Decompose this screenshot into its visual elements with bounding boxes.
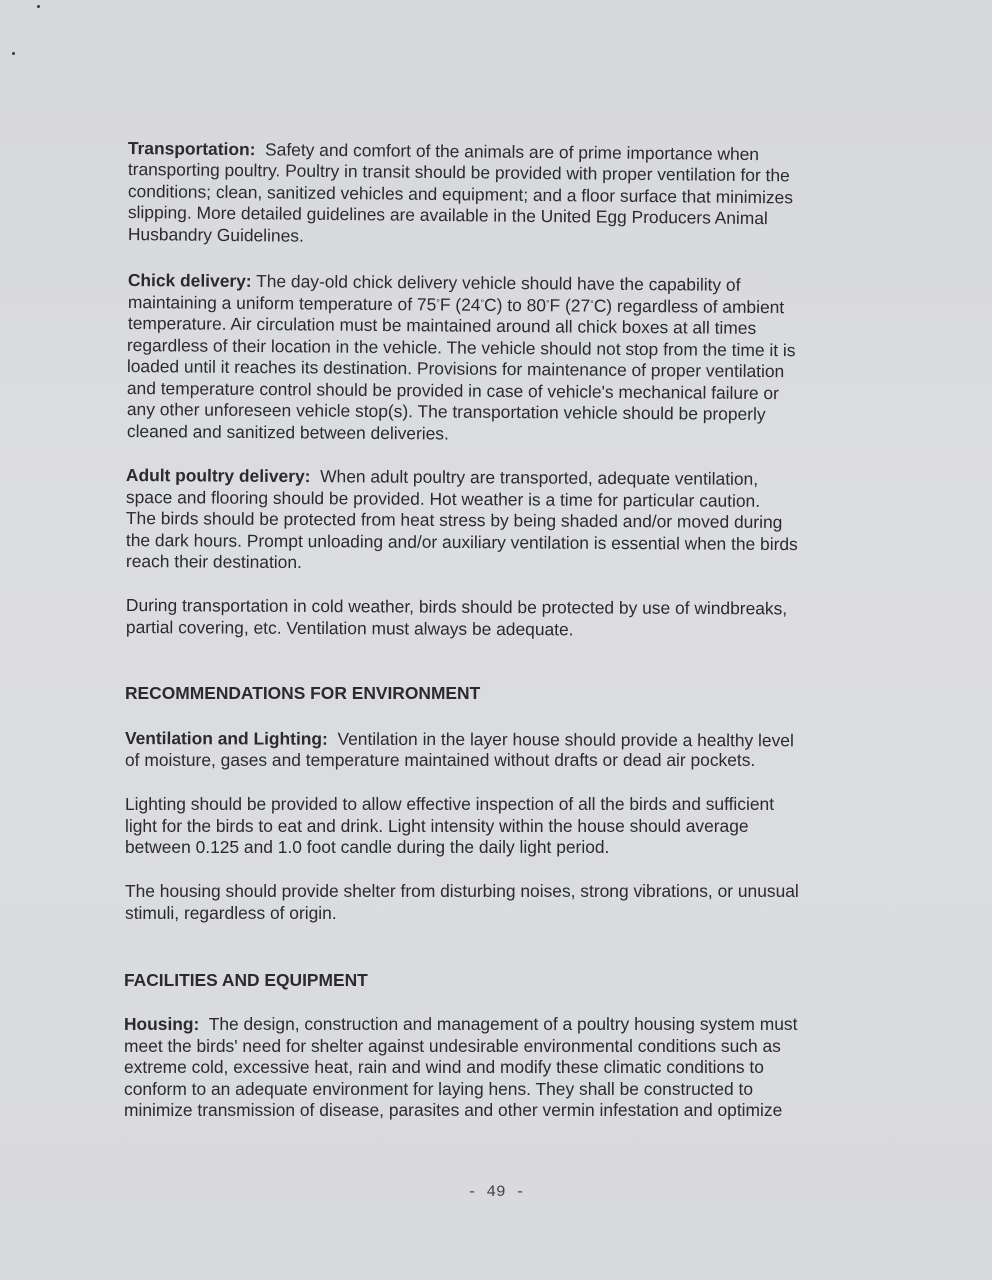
paragraph-line: light for the birds to eat and drink. Light intensity within the house should average [125,816,749,836]
text: The day-old chick delivery vehicle should have the capability of [251,270,741,295]
text: F (27 [549,295,591,316]
paragraph-line: Husbandry Guidelines. [127,224,304,246]
paragraph-line: cleaned and sanitized between deliveries. [126,421,449,444]
text: C) regardless of ambient [593,295,785,318]
paper-speck [37,5,40,8]
section-heading-facilities: FACILITIES AND EQUIPMENT [124,970,368,990]
adult-delivery-label: Adult poultry delivery: [125,465,311,487]
paragraph-line: meet the birds' need for shelter against undesirable environmental conditions such as [124,1036,781,1056]
paragraph-line: any other unforeseen vehicle stop(s). The transportation vehicle should be properly [126,399,766,425]
paragraph-line: The housing should provide shelter from disturbing noises, strong vibrations, or unusual [125,881,799,901]
paragraph-line: space and flooring should be provided. Hot weather is a time for particular caution. [125,487,761,511]
paragraph-line: the dark hours. Prompt unloading and/or auxiliary ventilation is essential when the birds [125,530,798,555]
paper-speck [12,52,15,55]
transportation-label: Transportation: [127,138,256,160]
paragraph-line: slipping. More detailed guidelines are available in the United Egg Producers Animal [127,202,768,229]
paragraph-line: reach their destination. [125,551,302,573]
paragraph-line [126,465,758,489]
degree-symbol: ° [480,297,485,308]
paragraph-line: between 0.125 and 1.0 foot candle during the daily light period. [125,837,610,857]
paragraph-line: of moisture, gases and temperature maintained without drafts or dead air pockets. [125,750,756,770]
paragraph-line: During transportation in cold weather, birds should be protected by use of windbreaks, [125,595,788,619]
paragraph-line: stimuli, regardless of origin. [125,903,337,923]
text: The design, construction and management of a poultry housing system must [199,1014,798,1034]
paragraph-line: transporting poultry. Poultry in transit should be provided with proper ventilation for the [127,159,790,186]
paragraph-line [124,1014,797,1034]
text: F (24 [439,294,481,315]
chick-delivery-label: Chick delivery: [127,270,252,291]
paragraph-line: minimize transmission of disease, parasites and other vermin infestation and optimize [124,1100,783,1120]
paragraph-line [128,270,741,295]
text: Safety and comfort of the animals are of prime importance when [255,139,760,165]
paragraph-line: conform to an adequate environment for laying hens. They shall be constructed to [124,1079,754,1099]
paragraph-line: and temperature control should be provided in case of vehicle's mechanical failure or [126,378,779,404]
paragraph-line [125,728,794,750]
page-number: - 49 - [467,1183,525,1201]
paragraph-line: The birds should be protected from heat stress by being shaded and/or moved during [125,508,783,533]
paragraph-line: extreme cold, excessive heat, rain and wind and modify these climatic conditions to [124,1057,764,1077]
degree-symbol: ° [590,298,594,309]
section-heading-environment: RECOMMENDATIONS FOR ENVIRONMENT [125,683,481,703]
degree-symbol: ° [436,297,440,308]
paragraph-line: loaded until it reaches its destination. Provisions for maintenance of proper ventilation [126,356,785,382]
text: When adult poultry are transported, adequate ventilation, [310,466,759,489]
text: C) to 80 [484,294,547,316]
text: maintaining a uniform temperature of 75 [127,292,437,315]
paragraph-line: conditions; clean, sanitized vehicles and equipment; and a floor surface that minimizes [127,181,794,208]
ventilation-label: Ventilation and Lighting: [124,728,328,749]
paragraph-line: partial covering, etc. Ventilation must always be adequate. [125,617,574,640]
paragraph-line: temperature. Air circulation must be maintained around all chick boxes at all times [127,313,757,338]
text: Ventilation in the layer house should provide a healthy level [327,728,794,751]
degree-symbol: ° [545,298,550,309]
housing-label: Housing: [124,1014,200,1034]
paragraph-line: Lighting should be provided to allow effective inspection of all the birds and sufficient [125,794,775,814]
paragraph-line: regardless of their location in the vehicle. The vehicle should not stop from the time it is [126,335,796,361]
